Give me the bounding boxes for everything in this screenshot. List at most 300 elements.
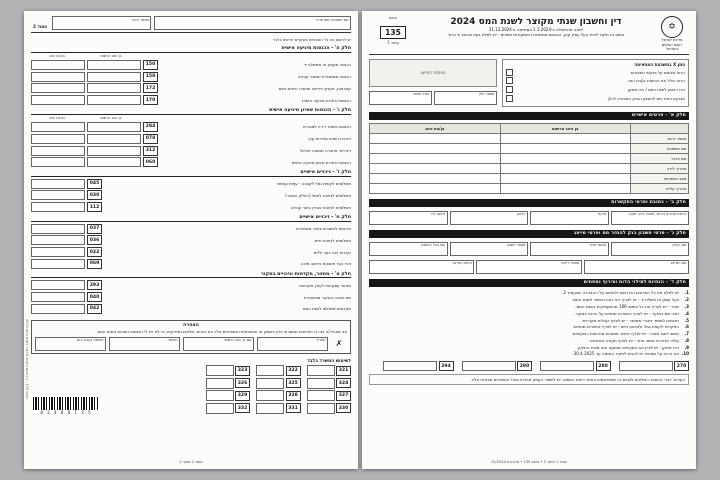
column-header-registered: בן הזוג הרשום — [500, 124, 631, 134]
instruction-text: את הדוח על נספחיו יש להגיש לפקיד השומה עד 30.4.2025. — [572, 351, 679, 357]
page-1-content — [369, 16, 689, 464]
divider — [369, 54, 689, 55]
code-amount-pair — [462, 361, 533, 371]
representative-field[interactable] — [476, 260, 581, 274]
office-code: 331 — [286, 403, 301, 413]
field-code: 078 — [143, 134, 158, 144]
office-row — [111, 403, 351, 414]
office-code: 330 — [336, 403, 351, 413]
field-label: הכנסות אחרות שאינן מיגיעה אישית — [291, 159, 351, 165]
instruction-text: תושב יישוב מזכה - יש לצרף אישור תושבות מהרשות המקומית. — [571, 331, 679, 337]
org-name — [655, 38, 689, 52]
form-subtitle-1: לשנה שהתחילה ב-1.1.2024 ונסתיימה ב-31.12.2024 — [488, 27, 584, 32]
office-input[interactable] — [307, 378, 335, 389]
field-row — [31, 247, 351, 257]
stamp-column — [369, 59, 497, 107]
office-input[interactable] — [307, 365, 335, 376]
field-label: מס שנוכה במקור ממשכורת — [304, 294, 351, 300]
office-input[interactable] — [307, 390, 335, 401]
instruction-item — [369, 338, 689, 343]
personal-input-registered[interactable] — [500, 154, 631, 164]
signature-field-label: חתימה — [167, 338, 178, 343]
id-field[interactable] — [52, 16, 151, 30]
instruction-list — [369, 289, 689, 359]
form-section — [31, 170, 351, 212]
barcode-digits: 0 2 4 0 8 1 3 5 — [40, 410, 92, 416]
section-header: חלק ו' - הכנסות שאינן מיגיעה אישית — [31, 108, 351, 115]
office-rows — [111, 365, 351, 414]
field-code: 270 — [674, 361, 689, 371]
office-input[interactable] — [206, 390, 234, 401]
instruction-number: 3. — [684, 304, 689, 310]
form-page-2 — [24, 11, 358, 469]
barcode-block — [31, 397, 101, 415]
column-header-registered: בן הזוג הרשום — [100, 116, 122, 121]
code-amount-pair — [540, 361, 611, 371]
office-cell — [206, 378, 251, 389]
personal-input-registered[interactable] — [500, 134, 631, 144]
form-number: 135 — [380, 26, 406, 39]
address-field[interactable] — [450, 211, 529, 225]
instruction-item — [369, 311, 689, 316]
notes-block: הערות: דברי ההסבר המלאים לטופס זה מתפרסמים באתר רשות המסים. יש לשמור העתק מהדוח ומכל הנספחים שצורפו אליו. — [369, 374, 689, 385]
field-row — [31, 259, 351, 269]
office-code: 325 — [286, 378, 301, 388]
signature-row — [35, 337, 347, 351]
office-code: 326 — [235, 378, 250, 388]
file-field[interactable] — [369, 91, 432, 105]
field-code: 284 — [143, 122, 158, 132]
office-code: 329 — [235, 391, 250, 401]
instruction-item — [369, 297, 689, 302]
field-code: 037 — [87, 224, 102, 234]
personal-row-label: מצב משפחתי — [630, 174, 688, 184]
field-label: הכנסה ממשכורת ומשכר עבודה — [297, 74, 351, 80]
office-use-area — [31, 359, 351, 416]
field-label: ריבית ורווחים מניירות ערך — [307, 136, 351, 142]
checkbox-label: דוח ראשון לשנת המס / דוח מתקן — [627, 87, 685, 93]
address-field-label: טלפון — [517, 212, 526, 217]
instruction-number: 8. — [684, 337, 689, 343]
office-cell — [206, 403, 251, 414]
field-row — [31, 83, 351, 93]
office-cell — [256, 365, 301, 376]
personal-row-label: תאריך עלייה — [630, 184, 688, 194]
office-grid — [111, 359, 351, 416]
personal-row-label: תאריך לידה — [630, 164, 688, 174]
checkbox-input[interactable] — [506, 69, 513, 76]
checkbox-row — [506, 86, 685, 93]
field-code: 022 — [87, 247, 102, 257]
office-row — [111, 378, 351, 389]
field-label: תשלומים לביטוח לאומי (החלק המוכר) — [285, 192, 351, 198]
office-title: לשימוש המשרד בלבד — [307, 358, 351, 364]
form-page-1 — [362, 11, 696, 469]
field-code: 158 — [143, 72, 158, 82]
field-label: הכנסה מעסק או ממשלח יד — [303, 62, 351, 68]
form-section — [31, 46, 351, 105]
checkbox-row — [506, 69, 685, 76]
signature-fields — [35, 337, 328, 351]
amount-input-spouse[interactable] — [31, 157, 85, 167]
field-label: קצבאות, מענקי פרישה ופנסיה חייבים במס — [278, 85, 351, 91]
org-line-2: רשות המסים בישראל — [661, 41, 683, 52]
personal-input-registered[interactable] — [500, 164, 631, 174]
field-row — [31, 72, 351, 82]
field-code: 042 — [87, 304, 102, 314]
amount-input[interactable] — [462, 361, 516, 371]
instruction-item — [369, 345, 689, 350]
field-row — [31, 179, 351, 189]
address-field[interactable] — [611, 211, 690, 225]
code-amount-pair — [383, 361, 454, 371]
income-sections — [31, 43, 351, 316]
amount-input-spouse[interactable] — [31, 146, 85, 156]
field-row — [31, 292, 351, 302]
checks-and-stamp-row — [369, 59, 689, 107]
address-field-label: כתובת מגורים (רחוב, מספר בית, יישוב) — [628, 212, 687, 217]
amount-input-spouse[interactable] — [31, 122, 85, 132]
column-header-spouse: בן/בת הזוג — [49, 54, 65, 58]
personal-input-spouse[interactable] — [369, 154, 500, 164]
checkbox-input[interactable] — [506, 95, 513, 102]
office-cell — [307, 365, 352, 376]
office-cell — [256, 378, 301, 389]
office-input[interactable] — [307, 403, 335, 414]
field-row — [31, 122, 351, 132]
personal-row-label: מספר זהות — [630, 134, 688, 144]
office-code: 324 — [336, 378, 351, 388]
section-header: חלק ז' - ניכויים אישיים — [31, 170, 351, 177]
section-b-bar: חלק ב' - כתובת ופרטי התקשרות — [369, 199, 689, 207]
page-number-label: עמוד 2 — [33, 24, 48, 29]
office-input[interactable] — [206, 378, 234, 389]
representative-row — [369, 260, 689, 274]
checkbox-group-header: סמן X במשבצת המתאימה — [634, 61, 685, 67]
amount-input[interactable] — [87, 146, 141, 156]
field-label: תשלומים לביטוח חיים — [314, 237, 351, 243]
office-cell — [256, 403, 301, 414]
amount-input[interactable] — [31, 235, 85, 245]
checkbox-label: מבוקש החזר מס לחשבון הבנק המפורט להלן — [607, 95, 685, 101]
file-field[interactable] — [434, 91, 497, 105]
address-field-label: טלפון נייד — [430, 212, 445, 217]
form-number-block — [369, 16, 417, 45]
field-row — [31, 190, 351, 200]
form-section — [31, 108, 351, 167]
checkbox-row — [506, 95, 685, 102]
form-section — [31, 215, 351, 269]
checkbox-label: הדוח מבוסס על פנקסי חשבונות — [630, 69, 685, 75]
representative-field-label: שם המייצג — [670, 261, 687, 266]
bank-field[interactable] — [530, 242, 609, 256]
office-cell — [256, 390, 301, 401]
field-row — [31, 235, 351, 245]
section-header: חלק ח' - זיכויים אישיים — [31, 215, 351, 222]
amount-input[interactable] — [31, 179, 85, 189]
form-subtitle-2: טופס זה מיועד ליחיד בעל עסק קטן, הכנסות ממשכורת וממקורות נוספים - יש למלא בעט ובכתב יד ברור — [447, 32, 625, 38]
page-1-footer: עמוד 1 מתוך 2 • טופס 135 • מהדורת 12/2024 — [490, 460, 568, 464]
barcode — [33, 397, 99, 410]
personal-row-label: שם פרטי — [630, 154, 688, 164]
amount-input[interactable] — [87, 134, 141, 144]
field-code: 060 — [143, 157, 158, 167]
instruction-item — [369, 331, 689, 336]
instruction-number: 9. — [684, 344, 689, 350]
amount-input[interactable] — [87, 95, 141, 105]
checkbox-label: הדוח כולל את הכנסות בן/בת הזוג — [628, 78, 685, 84]
office-cell — [307, 403, 352, 414]
field-code: 293 — [87, 280, 102, 290]
field-label: תרומות למוסדות ציבור מאושרים — [296, 226, 351, 232]
preparer-stamp-box: חותמת המייצג — [369, 59, 497, 87]
amount-input[interactable] — [31, 247, 85, 257]
field-label: זיכוי בעד תושבות ביישוב מזכה — [300, 261, 351, 267]
amount-input[interactable] — [31, 304, 85, 314]
bank-field[interactable] — [611, 242, 690, 256]
office-code: 323 — [235, 366, 250, 376]
instruction-item — [369, 318, 689, 323]
state-emblem-icon: ✡ — [661, 16, 683, 38]
currency-note: יש לרשום את כל הסכומים בשקלים חדשים בלבד — [272, 36, 351, 42]
office-code: 327 — [336, 391, 351, 401]
personal-input-spouse[interactable] — [369, 164, 500, 174]
instruction-number: 2. — [684, 297, 689, 303]
section-header: חלק ה' - הכנסות מיגיעה אישית — [31, 46, 351, 53]
side-note: טופס 135 - דין וחשבון שנתי מקוצר לשנת המס 2024 — [25, 319, 29, 399]
amount-input[interactable] — [31, 202, 85, 212]
checkbox-group — [502, 59, 689, 107]
office-cell — [206, 390, 251, 401]
page-2-header — [31, 16, 351, 30]
personal-input-registered[interactable] — [500, 144, 631, 154]
instruction-number: 1. — [684, 290, 689, 296]
field-code: 030 — [87, 190, 102, 200]
personal-details-table — [369, 123, 689, 194]
column-header-registered: בן הזוג הרשום — [100, 54, 122, 58]
amount-input[interactable] — [619, 361, 673, 371]
personal-input-spouse[interactable] — [369, 184, 500, 194]
office-cell — [206, 365, 251, 376]
field-code: 172 — [143, 83, 158, 93]
page-number-label: עמוד 1 — [386, 40, 400, 45]
personal-row-label: שם משפחה — [630, 144, 688, 154]
field-row — [31, 224, 351, 234]
field-row — [31, 157, 351, 167]
amount-input[interactable] — [31, 280, 85, 290]
field-label: מחזור עסקאות לעניין מקדמות — [299, 282, 351, 288]
field-code: 294 — [439, 361, 454, 371]
signature-x-mark: ✗ — [335, 339, 343, 349]
field-label: מקדמות ששולמו לשנת המס — [302, 306, 351, 312]
instruction-item — [369, 290, 689, 295]
representative-field[interactable] — [584, 260, 689, 274]
field-code: 040 — [87, 292, 102, 302]
instruction-text: תרומות למוסד ציבורי מאושר - יש לצרף קבלות מקוריות. — [581, 317, 679, 323]
section-rows — [31, 224, 351, 269]
amount-input-spouse[interactable] — [31, 95, 85, 105]
instruction-number: 10. — [681, 351, 689, 357]
signature-field-label: שם בן הזוג הרשום — [224, 338, 252, 343]
form-number-caption: טופס — [389, 16, 397, 20]
amount-input[interactable] — [87, 60, 141, 70]
column-headers — [31, 116, 351, 120]
personal-input-spouse[interactable] — [369, 144, 500, 154]
amount-input[interactable] — [540, 361, 594, 371]
field-row — [31, 280, 351, 290]
field-row — [31, 134, 351, 144]
instruction-item — [369, 304, 689, 309]
code-amount-pair — [619, 361, 690, 371]
amount-input[interactable] — [383, 361, 437, 371]
section-c-bar: חלק ג' - פרטי חשבון בנק להחזר מס ופרטי מייצג — [369, 230, 689, 238]
office-input[interactable] — [256, 378, 284, 389]
id-field-label: מספר זהות — [132, 17, 149, 22]
name-field-label: שם משפחה ושם פרטי — [315, 17, 349, 22]
declaration-title: הצהרה — [183, 322, 199, 328]
address-field[interactable] — [369, 211, 448, 225]
bank-field-label: מספר חשבון — [506, 243, 526, 248]
signature-field[interactable] — [109, 337, 180, 351]
address-field[interactable] — [530, 211, 609, 225]
bank-field[interactable] — [450, 242, 529, 256]
bank-field[interactable] — [369, 242, 448, 256]
bank-field-label: שם הבנק — [672, 243, 687, 248]
amount-input[interactable] — [87, 122, 141, 132]
office-input[interactable] — [256, 390, 284, 401]
field-code: 069 — [87, 259, 102, 269]
office-input[interactable] — [256, 403, 284, 414]
section-a-bar: חלק א' - פרטים אישיים — [369, 112, 689, 120]
office-code: 332 — [235, 403, 250, 413]
section-d-bar: חלק ד' - הנחיות למילוי הדוח וצירוף נספחים — [369, 279, 689, 287]
representative-field-label: טלפון המייצג — [452, 261, 472, 266]
form-title: דין וחשבון שנתי מקוצר לשנת המס 2024 — [450, 17, 622, 27]
bank-field-label: שם בעל החשבון — [420, 243, 445, 248]
personal-input-spouse[interactable] — [369, 134, 500, 144]
field-code: 290 — [517, 361, 532, 371]
org-line-1: מדינת ישראל — [661, 37, 683, 42]
checkbox-input[interactable] — [506, 77, 513, 84]
form-section — [31, 272, 351, 314]
field-label: הכנסות משכר דירה למגורים — [303, 124, 351, 130]
office-code: 322 — [286, 366, 301, 376]
amount-input[interactable] — [87, 72, 141, 82]
instruction-text: נוכה מס במקור - יש לצרף אישורים שנתיים על הניכוי במקור. — [574, 310, 679, 316]
section-rows — [31, 280, 351, 314]
instruction-text: יש למלא את כל הפרטים הנדרשים ולחתום על ההצהרה שבעמוד 2. — [562, 290, 679, 296]
personal-input-registered[interactable] — [500, 184, 631, 194]
amount-input[interactable] — [31, 292, 85, 302]
field-code: 280 — [596, 361, 611, 371]
checkbox-input[interactable] — [506, 86, 513, 93]
section-rows — [31, 179, 351, 213]
office-row — [111, 390, 351, 401]
instruction-text: הפקדות לקופת גמל ולביטוח חיים - יש לצרף אישורים שנתיים. — [572, 324, 679, 330]
file-field-label: פקיד שומה — [412, 92, 430, 97]
declaration-text: אני מצהיר/ה בזה כי הפרטים שמסרתי בדין וחשבון זה ובנספחים המצורפים אליו הם נכונים, מלאים ומדויקים, וכי לא היו לי הכנסות נוספות בשנת המס. — [96, 328, 347, 334]
field-code: 036 — [87, 235, 102, 245]
field-row — [31, 95, 351, 105]
amount-input[interactable] — [87, 83, 141, 93]
amount-input-spouse[interactable] — [31, 134, 85, 144]
office-cell — [307, 390, 352, 401]
page-2-footer: עמוד 2 מתוך 2 — [179, 460, 203, 464]
column-header-spouse: בן/בת הזוג — [369, 124, 500, 134]
divider — [31, 32, 351, 33]
field-label: נקודות זיכוי בעד ילדים — [313, 249, 351, 255]
amount-input-spouse[interactable] — [31, 83, 85, 93]
field-label: תשלומים לביטוח אובדן כושר עבודה — [290, 204, 351, 210]
signature-field[interactable] — [35, 337, 106, 351]
amount-input[interactable] — [87, 157, 141, 167]
office-cell — [307, 378, 352, 389]
bank-row — [369, 242, 689, 256]
declaration-block — [31, 320, 351, 354]
signature-field[interactable] — [257, 337, 328, 351]
instruction-number: 5. — [684, 317, 689, 323]
title-block — [421, 16, 651, 37]
office-code: 328 — [286, 391, 301, 401]
checkbox-rows — [506, 69, 685, 102]
instruction-text: שכיר - יש לצרף את כל טופסי 106 מהמעסיקים בשנת המס. — [575, 304, 679, 310]
section-rows — [31, 60, 351, 105]
field-code: 112 — [87, 202, 102, 212]
field-label: תשלומים לקופת גמל לקצבה - עמית עצמאי — [276, 181, 351, 187]
office-input[interactable] — [206, 403, 234, 414]
signature-field-label: חתימת בן/בת הזוג — [76, 338, 104, 343]
form-header — [369, 16, 689, 52]
personal-input-registered[interactable] — [500, 174, 631, 184]
instruction-number: 6. — [684, 324, 689, 330]
field-row — [31, 146, 351, 156]
field-code: 045 — [87, 179, 102, 189]
summary-codes-row — [369, 361, 689, 371]
section-rows — [31, 122, 351, 167]
instruction-number: 7. — [684, 331, 689, 337]
office-row — [111, 365, 351, 376]
amount-input[interactable] — [31, 224, 85, 234]
representative-field-label: מספר רישיון — [561, 261, 580, 266]
file-field-label: מספר תיק — [478, 92, 495, 97]
instruction-text: עולה חדש או תושב חוזר - יש לצרף תעודה מתאימה. — [588, 337, 679, 343]
address-row — [369, 211, 689, 225]
field-code: 312 — [143, 146, 158, 156]
section-header: חלק ט' - מחזור, מקדמות וניכויים במקור — [31, 272, 351, 279]
signature-field[interactable] — [183, 337, 254, 351]
signature-field-label: תאריך — [316, 338, 326, 343]
column-header-spouse: בן/בת הזוג — [49, 116, 65, 121]
amount-input-spouse[interactable] — [31, 72, 85, 82]
office-input[interactable] — [206, 365, 234, 376]
field-label: הכנסות אחרות מיגיעה אישית — [302, 97, 351, 103]
instruction-text: דוח מתקן - יש לציין את הסעיפים שתוקנו ואת סיבת התיקון. — [576, 344, 679, 350]
amount-input[interactable] — [31, 190, 85, 200]
state-emblem-block — [655, 16, 689, 52]
representative-field[interactable] — [369, 260, 474, 274]
field-label: דיבידנד מחברה תושבת ישראל — [299, 148, 351, 154]
name-field[interactable] — [154, 16, 351, 30]
office-code: 321 — [336, 366, 351, 376]
amount-input-spouse[interactable] — [31, 60, 85, 70]
instruction-item — [369, 324, 689, 329]
amount-input[interactable] — [31, 259, 85, 269]
instruction-number: 4. — [684, 310, 689, 316]
field-row — [31, 202, 351, 212]
field-code: 170 — [143, 95, 158, 105]
office-input[interactable] — [256, 365, 284, 376]
personal-input-spouse[interactable] — [369, 174, 500, 184]
